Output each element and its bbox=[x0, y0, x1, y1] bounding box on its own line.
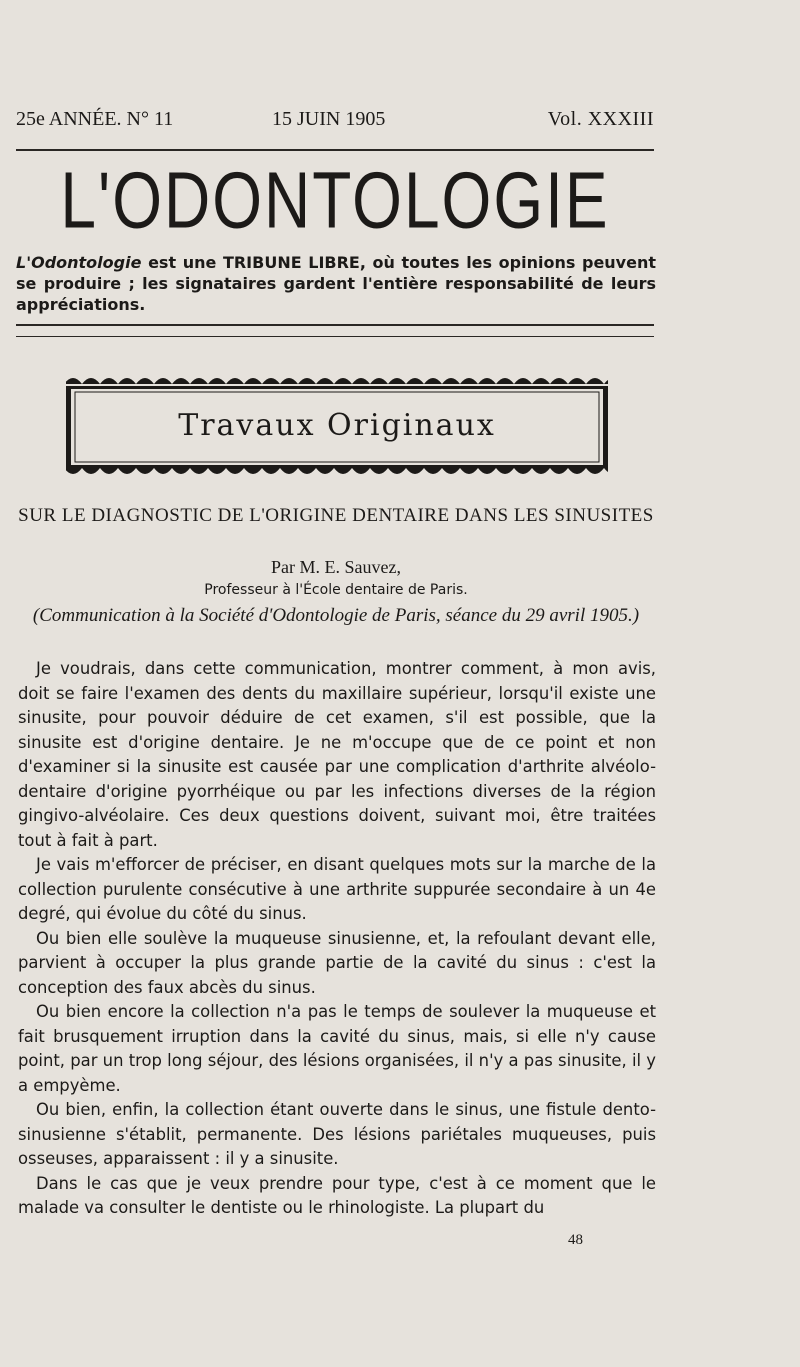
journal-title: L'ODONTOLOGIE bbox=[60, 155, 610, 245]
header-rule bbox=[16, 149, 654, 151]
paragraph: Ou bien elle soulève la muqueuse sinusienne, et, la refoulant devant elle, parvient à occuper la plus grande partie de la cavité du sinus : c'est la conception des faux abcès du sinus. bbox=[18, 928, 656, 997]
tribune-notice bbox=[16, 252, 656, 315]
volume-number: Vol. XXXIII bbox=[547, 108, 654, 130]
section-banner bbox=[64, 372, 610, 482]
paragraph: Ou bien encore la collection n'a pas le temps de soulever la muqueuse et fait brusquement irruption dans la cavité du sinus, mais, si elle n'y cause point, par un trop long séjour, des lésions organisées, il n'y a pas sinusite, il y a empyème. bbox=[18, 1002, 656, 1095]
tribune-text: est une TRIBUNE LIBRE, où toutes les opinions peuvent se produire ; les signataires gardent l'entière responsabilité de leurs appréciations. bbox=[16, 253, 657, 314]
article-title: SUR LE DIAGNOSTIC DE L'ORIGINE DENTAIRE DANS LES SINUSITES bbox=[18, 505, 654, 526]
section-banner-title: Travaux Originaux bbox=[178, 408, 496, 443]
author-affiliation: Professeur à l'École dentaire de Paris. bbox=[204, 582, 468, 598]
paragraph: Ou bien, enfin, la collection étant ouverte dans le sinus, une fistule dento-sinusienne s'établit, permanente. Des lésions pariétales muqueuses, puis osseuses, apparaissent : il y a sinusite. bbox=[18, 1100, 656, 1168]
article-byline: Par M. E. Sauvez, bbox=[271, 557, 401, 577]
issue-date: 15 JUIN 1905 bbox=[272, 108, 386, 130]
paragraph: Je voudrais, dans cette communication, montrer comment, à mon avis, doit se faire l'examen des dents du maxillaire supérieur, lorsqu'il existe une sinusite, pour pouvoir déduire de cet examen, s'il est possible, que la sinusite est d'origine dentaire. Je ne m'occupe que de ce point et non d'examiner si la sinusite est causée par une complication d'arthrite alvéolo-dentaire d'origine pyorrhéique ou par les infections diverses de la région gingivo-alvéolaire. Ces deux questions doivent, suivant moi, être traitées tout à fait à part. bbox=[18, 659, 656, 850]
double-rule-top bbox=[16, 324, 654, 326]
page-number: 48 bbox=[568, 1232, 583, 1248]
tribune-journal-name: L'Odontologie bbox=[16, 253, 142, 272]
double-rule-bottom bbox=[16, 336, 654, 337]
communication-note: (Communication à la Société d'Odontologie de Paris, séance du 29 avril 1905.) bbox=[32, 605, 640, 626]
issue-number: 25e ANNÉE. N° 11 bbox=[16, 108, 174, 130]
running-header bbox=[16, 108, 654, 134]
article-body bbox=[18, 657, 656, 1221]
paragraph: Dans le cas que je veux prendre pour type, c'est à ce moment que le malade va consulter le dentiste ou le rhinologiste. La plupart du bbox=[18, 1173, 656, 1217]
paragraph: Je vais m'efforcer de préciser, en disant quelques mots sur la marche de la collection purulente consécutive à une arthrite suppurée secondaire à un 4e degré, qui évolue du côté du sinus. bbox=[18, 855, 656, 923]
